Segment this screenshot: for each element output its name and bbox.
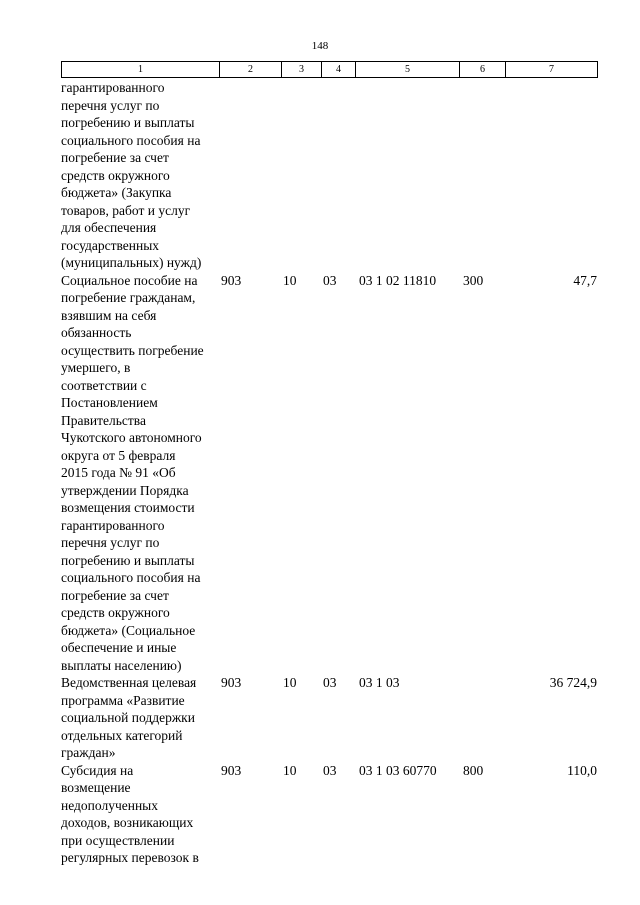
row-col-5: 03 1 03 60770 <box>359 762 437 778</box>
row-col-2: 903 <box>221 762 242 778</box>
row-col-4: 03 <box>323 675 337 690</box>
row-col-7: 47,7 <box>573 272 597 288</box>
header-col-6: 6 <box>460 62 506 78</box>
row-description: гарантированного перечня услуг по погребению и выплаты социального пособия на погребение за счет средств окружного бюджета» (Закупка товаров, работ и услуг для обеспечения государственных (муниципальных) нужд) <box>61 80 202 270</box>
row-description: Социальное пособие на погребение гражданам, взявшим на себя обязанность осуществить погребение умершего, в соответствии с Постановлением Правительства Чукотского автономного округа от 5 февраля 2015 года № 91 «Об утверждении Порядка возмещения стоимости гарантированного перечня услуг по погребению и выплаты социального пособия на погребение за счет средств окружного бюджета» (Социальное обеспечение и иные выплаты населению) <box>61 272 204 673</box>
row-col-4: 03 <box>323 762 337 778</box>
table-row <box>61 674 597 762</box>
row-description: Ведомственная целевая программа «Развитие социальной поддержки отдельных категорий граждан» <box>61 675 197 760</box>
row-col-5: 03 1 02 11810 <box>359 272 437 288</box>
row-description: Субсидия на возмещение недополученных доходов, возникающих при осуществлении регулярных перевозок в <box>61 762 199 865</box>
header-col-1: 1 <box>62 62 220 78</box>
row-col-7: 110,0 <box>567 762 597 778</box>
row-col-3: 10 <box>283 272 297 288</box>
table-body <box>61 79 597 867</box>
row-col-3: 10 <box>283 675 297 690</box>
row-col-7: 36 724,9 <box>549 675 597 690</box>
page-number: 148 <box>311 40 329 52</box>
header-col-3: 3 <box>282 62 322 78</box>
row-col-5: 03 1 03 <box>359 675 400 690</box>
table-row <box>61 79 597 272</box>
table-row <box>61 272 597 675</box>
header-col-2: 2 <box>220 62 282 78</box>
row-col-6: 300 <box>463 272 484 288</box>
header-col-5: 5 <box>356 62 460 78</box>
row-col-3: 10 <box>283 762 297 778</box>
table-row <box>61 762 597 867</box>
row-col-2: 903 <box>221 675 242 690</box>
header-col-4: 4 <box>322 62 356 78</box>
header-row <box>62 62 598 78</box>
header-col-7: 7 <box>506 62 598 78</box>
row-col-6: 800 <box>463 762 484 778</box>
row-col-2: 903 <box>221 272 242 288</box>
row-col-4: 03 <box>323 272 337 288</box>
column-number-header <box>61 61 598 78</box>
